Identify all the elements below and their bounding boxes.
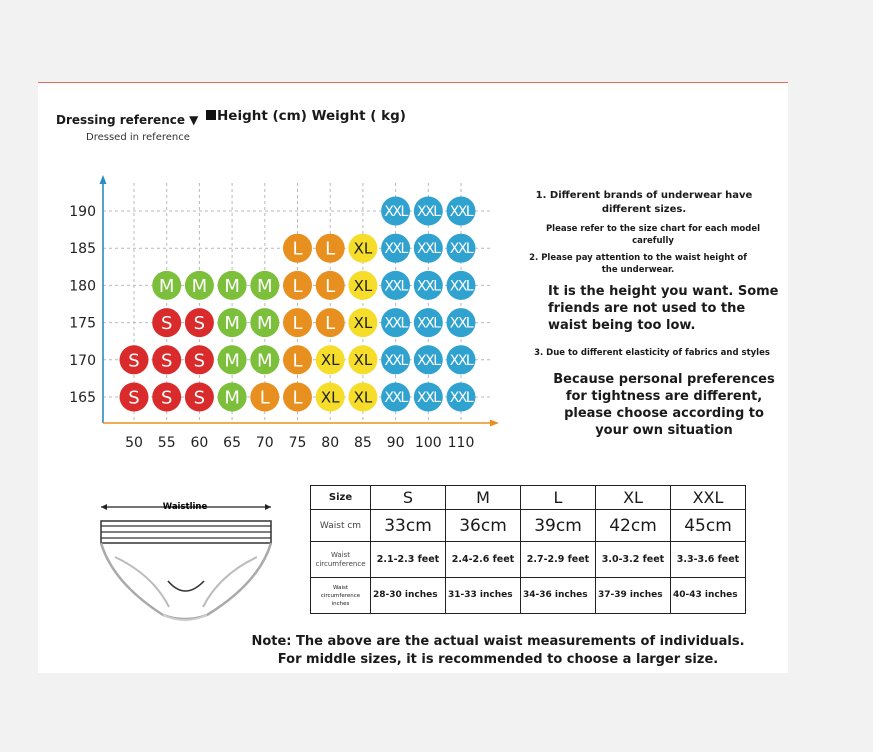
waist-circumference-inches-label: Waist circumference inches — [311, 578, 371, 614]
size-marker-label: S — [160, 387, 173, 409]
size-marker-label: M — [224, 275, 240, 297]
table-row — [311, 542, 746, 578]
x-tick-label: 80 — [321, 435, 340, 451]
size-marker-label: XXL — [449, 278, 473, 295]
table-row — [311, 486, 746, 510]
waist-cm-cell: 42cm — [596, 510, 671, 542]
size-marker-label: M — [257, 313, 273, 335]
briefs-pouch — [168, 581, 204, 591]
size-marker-label: M — [257, 350, 273, 372]
note-1: 1. Different brands of underwear have different sizes. — [535, 190, 753, 215]
x-axis-arrow-icon — [490, 420, 499, 427]
x-tick-label: 85 — [353, 435, 372, 451]
dressing-reference-title: Dressing reference ▼ — [56, 113, 199, 127]
size-marker-label: M — [257, 275, 273, 297]
x-tick-label: 50 — [125, 435, 143, 451]
waist-inches-cell: 40-43 inches — [671, 578, 746, 614]
waistline-label: Waistline — [162, 502, 208, 512]
size-marker-label: S — [128, 350, 140, 372]
size-cell: S — [371, 486, 446, 510]
size-marker-label: XXL — [417, 278, 440, 295]
size-marker-label: XXL — [384, 352, 407, 369]
briefs-outline — [101, 543, 271, 619]
size-marker-label: XXL — [417, 241, 440, 258]
y-tick-label: 170 — [69, 352, 96, 369]
y-tick-label: 175 — [69, 315, 96, 332]
y-tick-label: 190 — [69, 204, 96, 220]
size-marker-label: L — [259, 387, 270, 409]
waist-feet-cell: 2.4-2.6 feet — [446, 542, 521, 578]
table-row — [311, 510, 746, 542]
size-marker-label: L — [325, 275, 336, 297]
size-header: Size — [311, 486, 371, 510]
size-marker-label: S — [160, 313, 173, 335]
x-tick-label: 100 — [414, 435, 442, 451]
height-weight-title — [206, 108, 406, 125]
table-row — [311, 578, 746, 614]
size-marker-label: XXL — [417, 352, 440, 369]
size-marker-label: XXL — [449, 390, 473, 407]
size-marker-label: S — [193, 313, 206, 335]
size-marker-label: S — [193, 387, 206, 409]
size-guide-card — [38, 82, 788, 673]
note-1-sub: Please refer to the size chart for each model carefully — [545, 224, 761, 246]
x-tick-label: 90 — [386, 435, 405, 451]
size-table — [310, 485, 746, 614]
square-bullet-icon — [206, 110, 216, 120]
waistline-arrow-left-icon — [101, 504, 107, 510]
waist-feet-cell: 3.0-3.2 feet — [596, 542, 671, 578]
size-marker-label: S — [128, 387, 140, 409]
note-2: 2. Please pay attention to the waist height of the underwear. — [529, 253, 747, 275]
size-marker-label: XXL — [449, 204, 473, 221]
waist-cm-cell: 45cm — [671, 510, 746, 542]
size-marker-label: L — [292, 387, 303, 409]
size-cell: XL — [596, 486, 671, 510]
waist-inches-cell: 28-30 inches — [371, 578, 446, 614]
waist-cm-cell: 33cm — [371, 510, 446, 542]
y-tick-label: 180 — [69, 278, 96, 295]
size-marker-label: S — [160, 350, 173, 372]
waist-feet-cell: 2.1-2.3 feet — [371, 542, 446, 578]
waist-cm-cell: 36cm — [446, 510, 521, 542]
note-3: 3. Due to different elasticity of fabrics and styles — [534, 348, 770, 358]
size-marker-label: S — [193, 350, 206, 372]
size-marker-label: XXL — [384, 278, 407, 295]
waist-inches-cell: 34-36 inches — [521, 578, 596, 614]
size-cell: XXL — [671, 486, 746, 510]
size-marker-label: XL — [353, 239, 373, 258]
briefs-waistline-diagram — [93, 493, 283, 643]
size-marker-label: XL — [353, 314, 373, 332]
size-marker-label: XL — [353, 276, 373, 295]
size-marker-label: M — [224, 387, 240, 409]
height-weight-title-text: Height (cm) Weight ( kg) — [217, 108, 406, 124]
size-marker-label: XL — [353, 388, 373, 407]
size-marker-label: L — [325, 238, 336, 260]
waist-inches-cell: 31-33 inches — [446, 578, 521, 614]
x-tick-label: 70 — [255, 435, 274, 451]
size-marker-label: XL — [320, 351, 340, 370]
waist-cm-label: Waist cm — [311, 510, 371, 542]
y-axis-arrow-icon — [100, 175, 107, 184]
waist-circumference-label: Waist circumference — [311, 542, 371, 578]
note-tightness: Because personal preferences for tightness are different, please choose according to your own situation — [553, 372, 775, 438]
size-marker-label: XXL — [384, 241, 407, 258]
size-marker-label: XXL — [417, 390, 440, 407]
size-marker-label: M — [224, 350, 240, 372]
size-marker-label: XXL — [417, 204, 440, 221]
x-tick-label: 75 — [288, 435, 307, 451]
size-marker-label: L — [292, 238, 303, 260]
size-marker-label: XXL — [417, 315, 440, 332]
bottom-note: Note: The above are the actual waist measurements of individuals. For middle sizes, it is recommended to choose a larger size. — [251, 634, 745, 667]
size-cell: M — [446, 486, 521, 510]
waist-cm-cell: 39cm — [521, 510, 596, 542]
note-waist-height: It is the height you want. Some friends are not used to the waist being too low. — [548, 284, 779, 333]
x-tick-label: 65 — [223, 435, 242, 451]
size-marker-label: XXL — [449, 241, 473, 258]
size-marker-label: XL — [320, 388, 340, 407]
size-marker-label: XXL — [449, 352, 473, 369]
size-marker-label: XXL — [384, 315, 407, 332]
size-marker-label: XL — [353, 351, 373, 370]
height-weight-size-chart — [63, 171, 503, 453]
size-marker-label: L — [292, 350, 303, 372]
waist-feet-cell: 2.7-2.9 feet — [521, 542, 596, 578]
size-marker-label: XXL — [449, 315, 473, 332]
size-marker-label: XXL — [384, 390, 407, 407]
waist-inches-cell: 37-39 inches — [596, 578, 671, 614]
y-tick-label: 185 — [69, 241, 96, 258]
size-marker-label: L — [325, 313, 336, 335]
y-tick-label: 165 — [69, 390, 96, 406]
size-marker-label: XXL — [384, 204, 407, 221]
waistline-arrow-right-icon — [265, 504, 271, 510]
size-marker-label: M — [158, 275, 175, 297]
dressed-in-reference-subtitle: Dressed in reference — [86, 132, 190, 143]
size-cell: L — [521, 486, 596, 510]
waist-feet-cell: 3.3-3.6 feet — [671, 542, 746, 578]
size-marker-label: M — [191, 275, 208, 297]
x-tick-label: 55 — [157, 435, 176, 451]
size-marker-label: M — [224, 313, 240, 335]
x-tick-label: 60 — [190, 435, 209, 451]
size-marker-label: L — [292, 275, 303, 297]
x-tick-label: 110 — [447, 435, 475, 451]
size-marker-label: L — [292, 313, 303, 335]
